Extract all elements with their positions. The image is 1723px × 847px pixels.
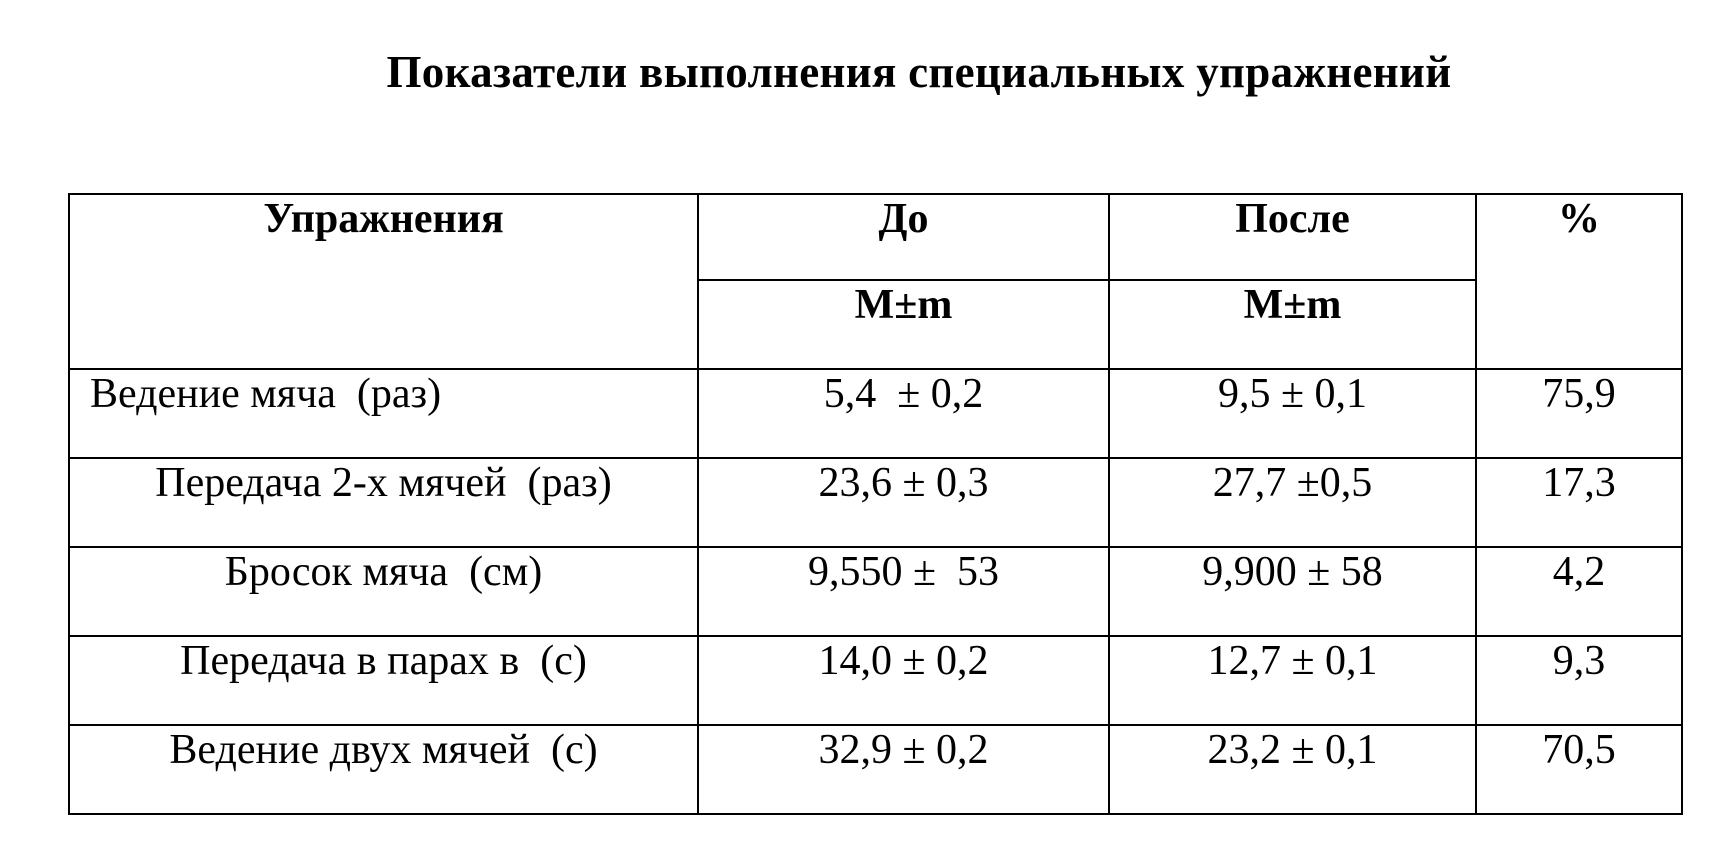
exercise-cell: Ведение мяча (раз) [69, 369, 698, 458]
header-after: После [1109, 194, 1476, 280]
header-before: До [698, 194, 1109, 280]
exercise-cell: Бросок мяча (см) [69, 547, 698, 636]
after-cell: 9,900 ± 58 [1109, 547, 1476, 636]
table-row [69, 547, 1682, 636]
before-cell: 5,4 ± 0,2 [698, 369, 1109, 458]
header-after-stat: M±m [1109, 280, 1476, 369]
percent-cell: 9,3 [1476, 636, 1682, 725]
before-cell: 9,550 ± 53 [698, 547, 1109, 636]
after-cell: 9,5 ± 0,1 [1109, 369, 1476, 458]
exercise-results-table [68, 193, 1683, 815]
page-title: Показатели выполнения специальных упражнений [386, 47, 1452, 97]
before-cell: 14,0 ± 0,2 [698, 636, 1109, 725]
after-cell: 12,7 ± 0,1 [1109, 636, 1476, 725]
table-row [69, 725, 1682, 814]
header-exercise: Упражнения [69, 194, 698, 369]
table-row [69, 636, 1682, 725]
percent-cell: 4,2 [1476, 547, 1682, 636]
header-percent: % [1476, 194, 1682, 369]
after-cell: 23,2 ± 0,1 [1109, 725, 1476, 814]
table-row [69, 458, 1682, 547]
exercise-cell: Передача в парах в (с) [69, 636, 698, 725]
table-header-row [69, 194, 1682, 280]
before-cell: 23,6 ± 0,3 [698, 458, 1109, 547]
before-cell: 32,9 ± 0,2 [698, 725, 1109, 814]
percent-cell: 75,9 [1476, 369, 1682, 458]
percent-cell: 70,5 [1476, 725, 1682, 814]
after-cell: 27,7 ±0,5 [1109, 458, 1476, 547]
exercise-cell: Передача 2-х мячей (раз) [69, 458, 698, 547]
table-row [69, 369, 1682, 458]
percent-cell: 17,3 [1476, 458, 1682, 547]
header-before-stat: M±m [698, 280, 1109, 369]
exercise-cell: Ведение двух мячей (с) [69, 725, 698, 814]
